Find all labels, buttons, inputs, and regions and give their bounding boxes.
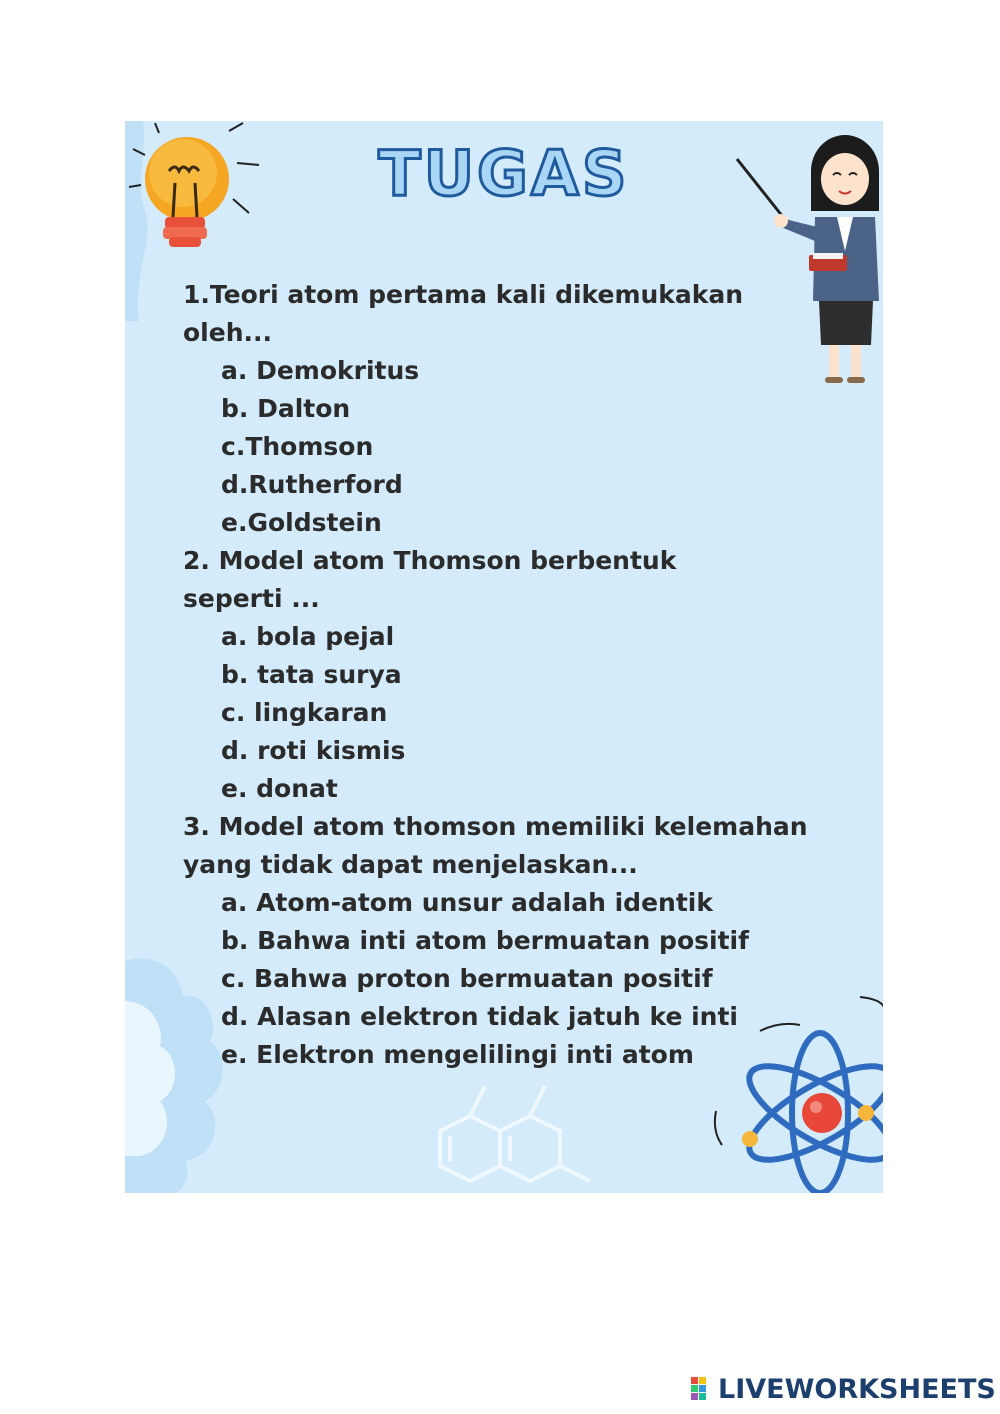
answer-option[interactable]: a. Demokritus: [221, 356, 420, 385]
question-1: [183, 276, 823, 542]
question-text: 1.Teori atom pertama kali dikemukakan: [183, 280, 744, 309]
question-text: seperti ...: [183, 584, 320, 613]
liveworksheets-logo[interactable]: [690, 1372, 996, 1406]
answer-option[interactable]: d. roti kismis: [221, 736, 406, 765]
answer-option[interactable]: d. Alasan elektron tidak jatuh ke inti: [221, 1002, 739, 1031]
answer-option[interactable]: c.Thomson: [221, 432, 374, 461]
question-text: 2. Model atom Thomson berbentuk: [183, 546, 677, 575]
answer-option[interactable]: b. Bahwa inti atom bermuatan positif: [221, 926, 749, 955]
molecule-decoration: [400, 1081, 600, 1193]
brand-name: LIVEWORKSHEETS: [718, 1373, 996, 1405]
answer-option[interactable]: e.Goldstein: [221, 508, 382, 537]
question-2: [183, 542, 823, 808]
answer-option[interactable]: e. Elektron mengelilingi inti atom: [221, 1040, 694, 1069]
question-text: oleh...: [183, 318, 272, 347]
page-title: TUGAS: [378, 137, 630, 210]
answer-option[interactable]: b. Dalton: [221, 394, 351, 423]
answer-option[interactable]: a. Atom-atom unsur adalah identik: [221, 888, 713, 917]
answer-option[interactable]: e. donat: [221, 774, 338, 803]
answer-option[interactable]: c. Bahwa proton bermuatan positif: [221, 964, 713, 993]
question-text: yang tidak dapat menjelaskan...: [183, 850, 638, 879]
liveworksheets-logo-icon: [690, 1376, 716, 1402]
answer-option[interactable]: c. lingkaran: [221, 698, 388, 727]
answer-option[interactable]: d.Rutherford: [221, 470, 403, 499]
answer-option[interactable]: a. bola pejal: [221, 622, 395, 651]
question-list: [183, 276, 823, 1074]
question-text: 3. Model atom thomson memiliki kelemahan: [183, 812, 808, 841]
question-3: [183, 808, 823, 1074]
answer-option[interactable]: b. tata surya: [221, 660, 402, 689]
